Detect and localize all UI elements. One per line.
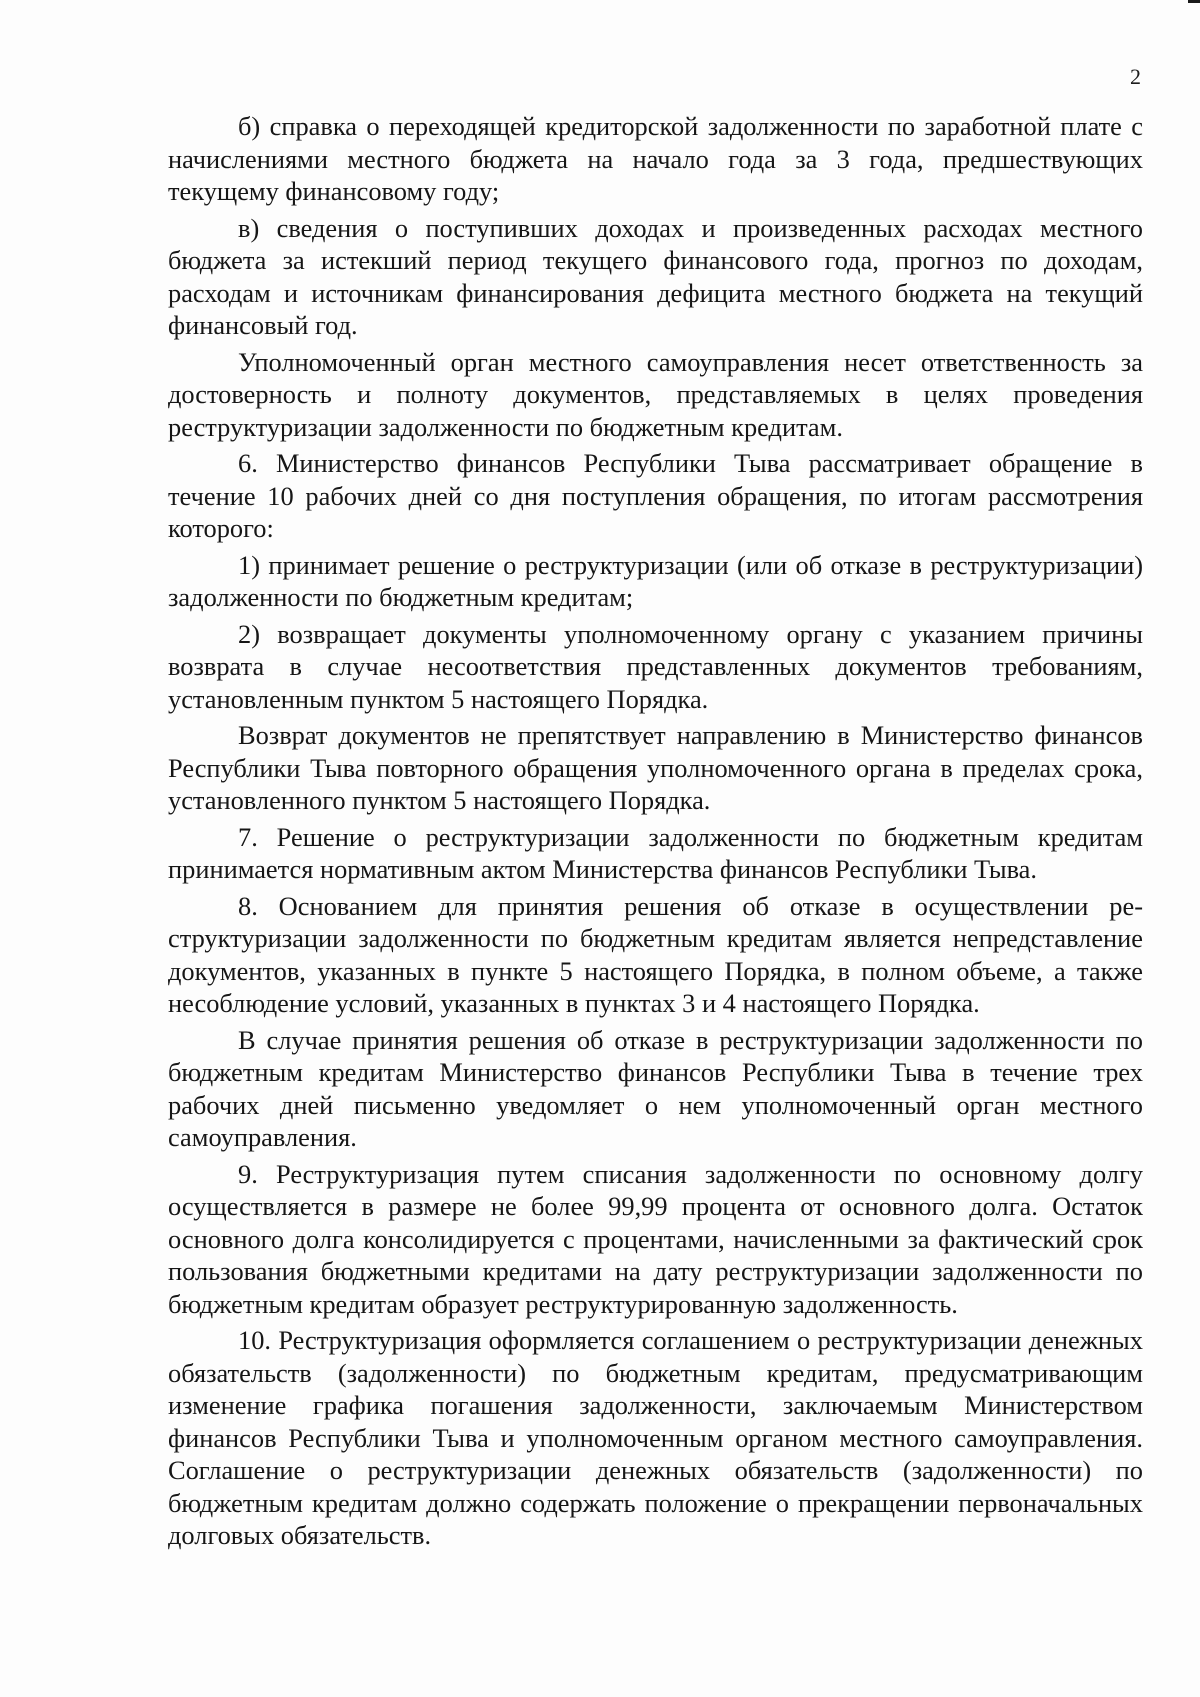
paragraph-responsibility: Уполномоченный орган местного самоуправления несет ответственность за достоверность и полноту документов, представляемых в целях проведения реструктуризации задолженности по бюджетным кредитам.	[168, 346, 1143, 442]
paragraph-item-9: 9. Реструктуризация путем списания задолженности по основному долгу осуществляется в размере не более 99,99 процента от основного долга. Остаток основного долга консолидируется с процентами, начисленными за фактический срок пользования бюджетными кредитами на дату реструктуризации задолженности по бюджетным кредитам образует реструктурированную задолженность.	[168, 1158, 1143, 1319]
paragraph-item-7: 7. Решение о реструктуризации задолженности по бюджетным кредитам принимается нормативным актом Министерства финансов Республики Тыва.	[168, 821, 1143, 884]
paragraph-refusal-notice: В случае принятия решения об отказе в реструктуризации задолженности по бюджетным кредитам Министерство финансов Республики Тыва в течение трех рабочих дней письменно уведомляет о нем уполномоченный орган местного самоуправления.	[168, 1024, 1143, 1152]
paragraph-v-svedeniya: в) сведения о поступивших доходах и произведенных расходах местного бюджета за истекший период текущего финансового года, прогноз по доходам, расходам и источникам финансирования дефицита местного бюджета на текущий финансовый год.	[168, 212, 1143, 340]
paragraph-item-10: 10. Реструктуризация оформляется соглашением о реструктуризации денежных обязательств (задолженности) по бюджетным кредитам, предусматривающим изменение графика погашения задолженности, заключаемым Министерством финансов Республики Тыва и уполномоченным органом местного самоуправления. Соглашение о реструктуризации денежных обязательств (задолженности) по бюджетным кредитам должно содержать положение о прекращении первоначальных долговых обязательств.	[168, 1325, 1143, 1550]
paragraph-item-6: 6. Министерство финансов Республики Тыва рассматривает обращение в течение 10 рабочих дней со дня поступления обращения, по итогам рассмотрения которого:	[168, 448, 1143, 543]
scan-corner-mark	[1188, 0, 1200, 3]
paragraph-item-6-1: 1) принимает решение о реструктуризации (или об отказе в реструктуризации) задолженности по бюджетным кредитам;	[168, 549, 1143, 612]
paragraph-b-spravka: б) справка о переходящей кредиторской задолженности по заработной плате с начислениями местного бюджета на начало года за 3 года, предшествующих текущему финансовому году;	[168, 111, 1143, 206]
document-body	[168, 110, 1143, 1556]
paragraph-item-8: 8. Основанием для принятия решения об отказе в осуществлении реструктуризации задолженности по бюджетным кредитам является непредставление документов, указанных в пункте 5 настоящего Порядка, в полном объеме, а также несоблюдение условий, указанных в пунктах 3 и 4 настоящего Порядка.	[168, 890, 1143, 1018]
page-number: 2	[1130, 64, 1141, 89]
paragraph-return-documents: Возврат документов не препятствует направлению в Министерство финансов Республики Тыва повторного обращения уполномоченного органа в пределах срока, установленного пунктом 5 настоящего Порядка.	[168, 720, 1143, 815]
paragraph-item-6-2: 2) возвращает документы уполномоченному органу с указанием причины возврата в случае несоответствия представленных документов требованиям, установленным пунктом 5 настоящего Порядка.	[168, 618, 1143, 714]
